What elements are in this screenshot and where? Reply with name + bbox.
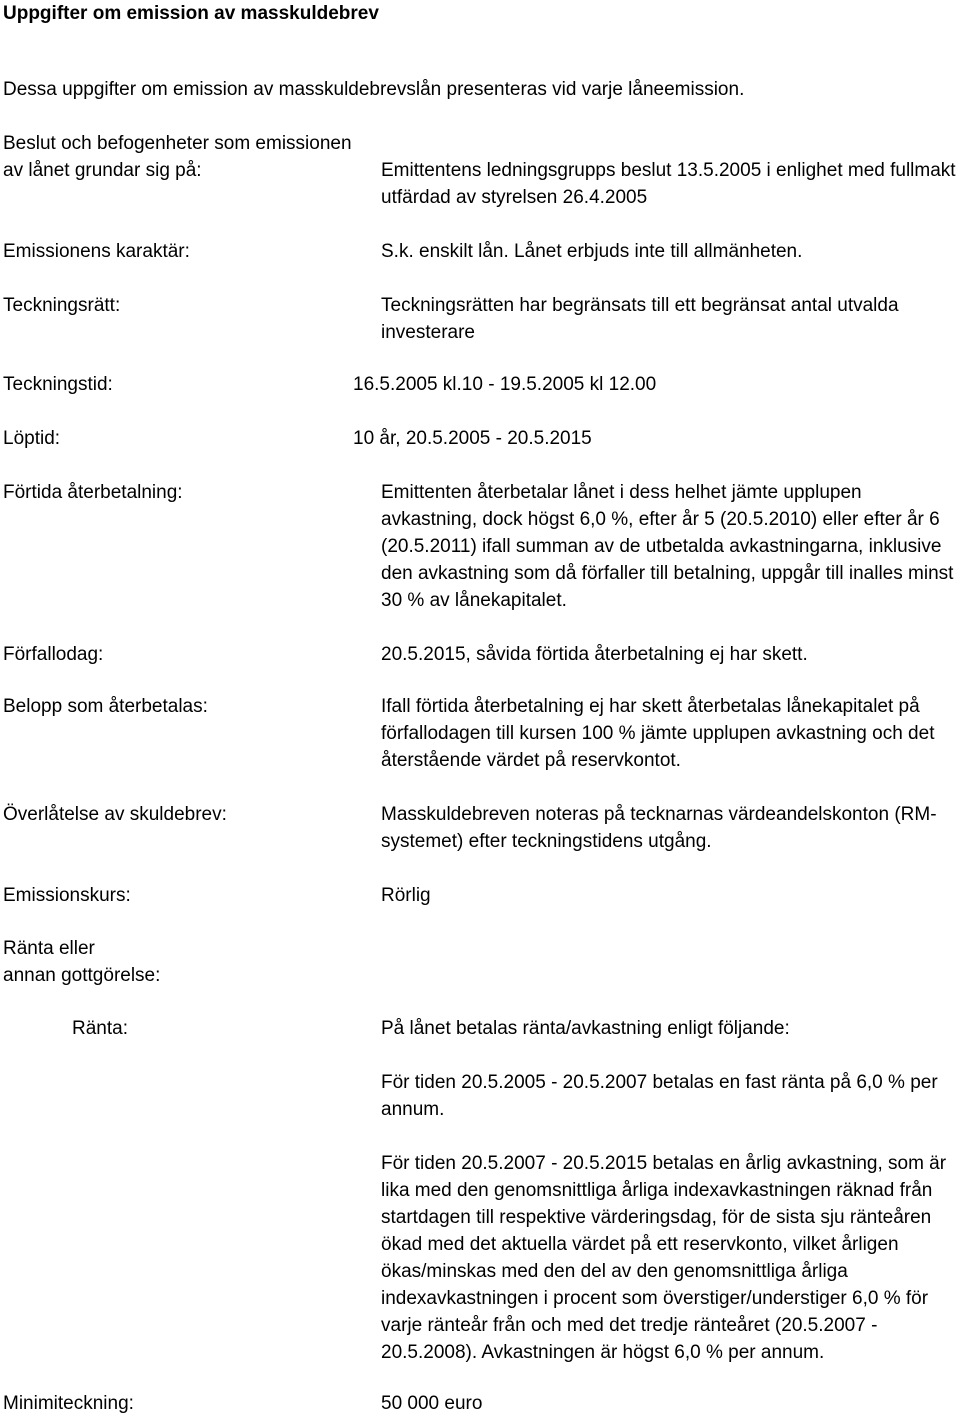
ranta-period2-line-8: 20.5.2008). Avkastningen är högst 6,0 % per annum. bbox=[381, 1342, 825, 1363]
minimiteckning-label: Minimiteckning: bbox=[3, 1393, 134, 1414]
ranta-period2-line-7: varje ränteår från och med det tredje ränteåret (20.5.2007 - bbox=[381, 1315, 878, 1336]
emissionskurs-value: Rörlig bbox=[381, 885, 431, 906]
fortida-value-line-1: Emittenten återbetalar lånet i dess helhet jämte upplupen bbox=[381, 482, 862, 503]
ranta-period2-line-1: För tiden 20.5.2007 - 20.5.2015 betalas en årlig avkastning, som är bbox=[381, 1153, 947, 1174]
belopp-value-line-3: återstående värdet på reservkontot. bbox=[381, 750, 681, 771]
teckningsratt-value-line-1: Teckningsrätten har begränsats till ett begränsat antal utvalda bbox=[381, 295, 899, 316]
intro-text: Dessa uppgifter om emission av masskuldebrevslån presenteras vid varje låneemission. bbox=[3, 79, 745, 100]
beslut-value-line-1: Emittentens ledningsgrupps beslut 13.5.2005 i enlighet med fullmakt bbox=[381, 160, 956, 181]
belopp-value-line-2: förfallodagen till kursen 100 % jämte upplupen avkastning och det bbox=[381, 723, 935, 744]
loptid-label: Löptid: bbox=[3, 428, 61, 449]
fortida-value-line-3: (20.5.2011) ifall summan av de utbetalda avkastningarna, inklusive bbox=[381, 536, 942, 557]
fortida-value-line-4: den avkastning som då förfaller till betalning, uppgår till inalles minst bbox=[381, 563, 954, 584]
ranta-period2-line-6: indexavkastningen i procent som överstiger/understiger 6,0 % för bbox=[381, 1288, 929, 1309]
teckningstid-value: 16.5.2005 kl.10 - 19.5.2005 kl 12.00 bbox=[353, 374, 657, 395]
ranta-period2-line-4: ökad med det aktuella värdet på ett reservkonto, vilket årligen bbox=[381, 1234, 899, 1255]
fortida-label: Förtida återbetalning: bbox=[3, 482, 183, 503]
ranta-value: På lånet betalas ränta/avkastning enligt följande: bbox=[381, 1018, 790, 1039]
ranta-period1-line-2: annum. bbox=[381, 1099, 445, 1120]
loptid-value: 10 år, 20.5.2005 - 20.5.2015 bbox=[353, 428, 592, 449]
beslut-label-line-2: av lånet grundar sig på: bbox=[3, 160, 202, 181]
ranta-label: Ränta: bbox=[72, 1018, 128, 1039]
karaktar-label: Emissionens karaktär: bbox=[3, 241, 190, 262]
ranta-period2-line-3: startdagen till respektive värderingsdag, för de sista sju ränteåren bbox=[381, 1207, 932, 1228]
beslut-label-line-1: Beslut och befogenheter som emissionen bbox=[3, 133, 352, 154]
minimiteckning-value: 50 000 euro bbox=[381, 1393, 483, 1414]
ranta-period2-line-5: ökas/minskas med den del av den genomsnittliga årliga bbox=[381, 1261, 848, 1282]
overlatelse-value-line-2: systemet) efter teckningstidens utgång. bbox=[381, 831, 712, 852]
belopp-value-line-1: Ifall förtida återbetalning ej har skett återbetalas lånekapitalet på bbox=[381, 696, 920, 717]
teckningsratt-label: Teckningsrätt: bbox=[3, 295, 121, 316]
ranta-eller-label-line-1: Ränta eller bbox=[3, 938, 95, 959]
emissionskurs-label: Emissionskurs: bbox=[3, 885, 131, 906]
ranta-period2-line-2: lika med den genomsnittliga årliga indexavkastningen räknad från bbox=[381, 1180, 933, 1201]
overlatelse-value-line-1: Masskuldebreven noteras på tecknarnas värdeandelskonton (RM- bbox=[381, 804, 937, 825]
karaktar-value: S.k. enskilt lån. Lånet erbjuds inte till allmänheten. bbox=[381, 241, 803, 262]
belopp-label: Belopp som återbetalas: bbox=[3, 696, 208, 717]
teckningstid-label: Teckningstid: bbox=[3, 374, 113, 395]
forfallodag-label: Förfallodag: bbox=[3, 644, 104, 665]
ranta-eller-label-line-2: annan gottgörelse: bbox=[3, 965, 161, 986]
beslut-value-line-2: utfärdad av styrelsen 26.4.2005 bbox=[381, 187, 648, 208]
teckningsratt-value-line-2: investerare bbox=[381, 322, 475, 343]
fortida-value-line-2: avkastning, dock högst 6,0 %, efter år 5 (20.5.2010) eller efter år 6 bbox=[381, 509, 940, 530]
page-title: Uppgifter om emission av masskuldebrev bbox=[3, 3, 379, 24]
forfallodag-value: 20.5.2015, såvida förtida återbetalning ej har skett. bbox=[381, 644, 808, 665]
ranta-period1-line-1: För tiden 20.5.2005 - 20.5.2007 betalas en fast ränta på 6,0 % per bbox=[381, 1072, 938, 1093]
fortida-value-line-5: 30 % av lånekapitalet. bbox=[381, 590, 567, 611]
overlatelse-label: Överlåtelse av skuldebrev: bbox=[3, 804, 227, 825]
